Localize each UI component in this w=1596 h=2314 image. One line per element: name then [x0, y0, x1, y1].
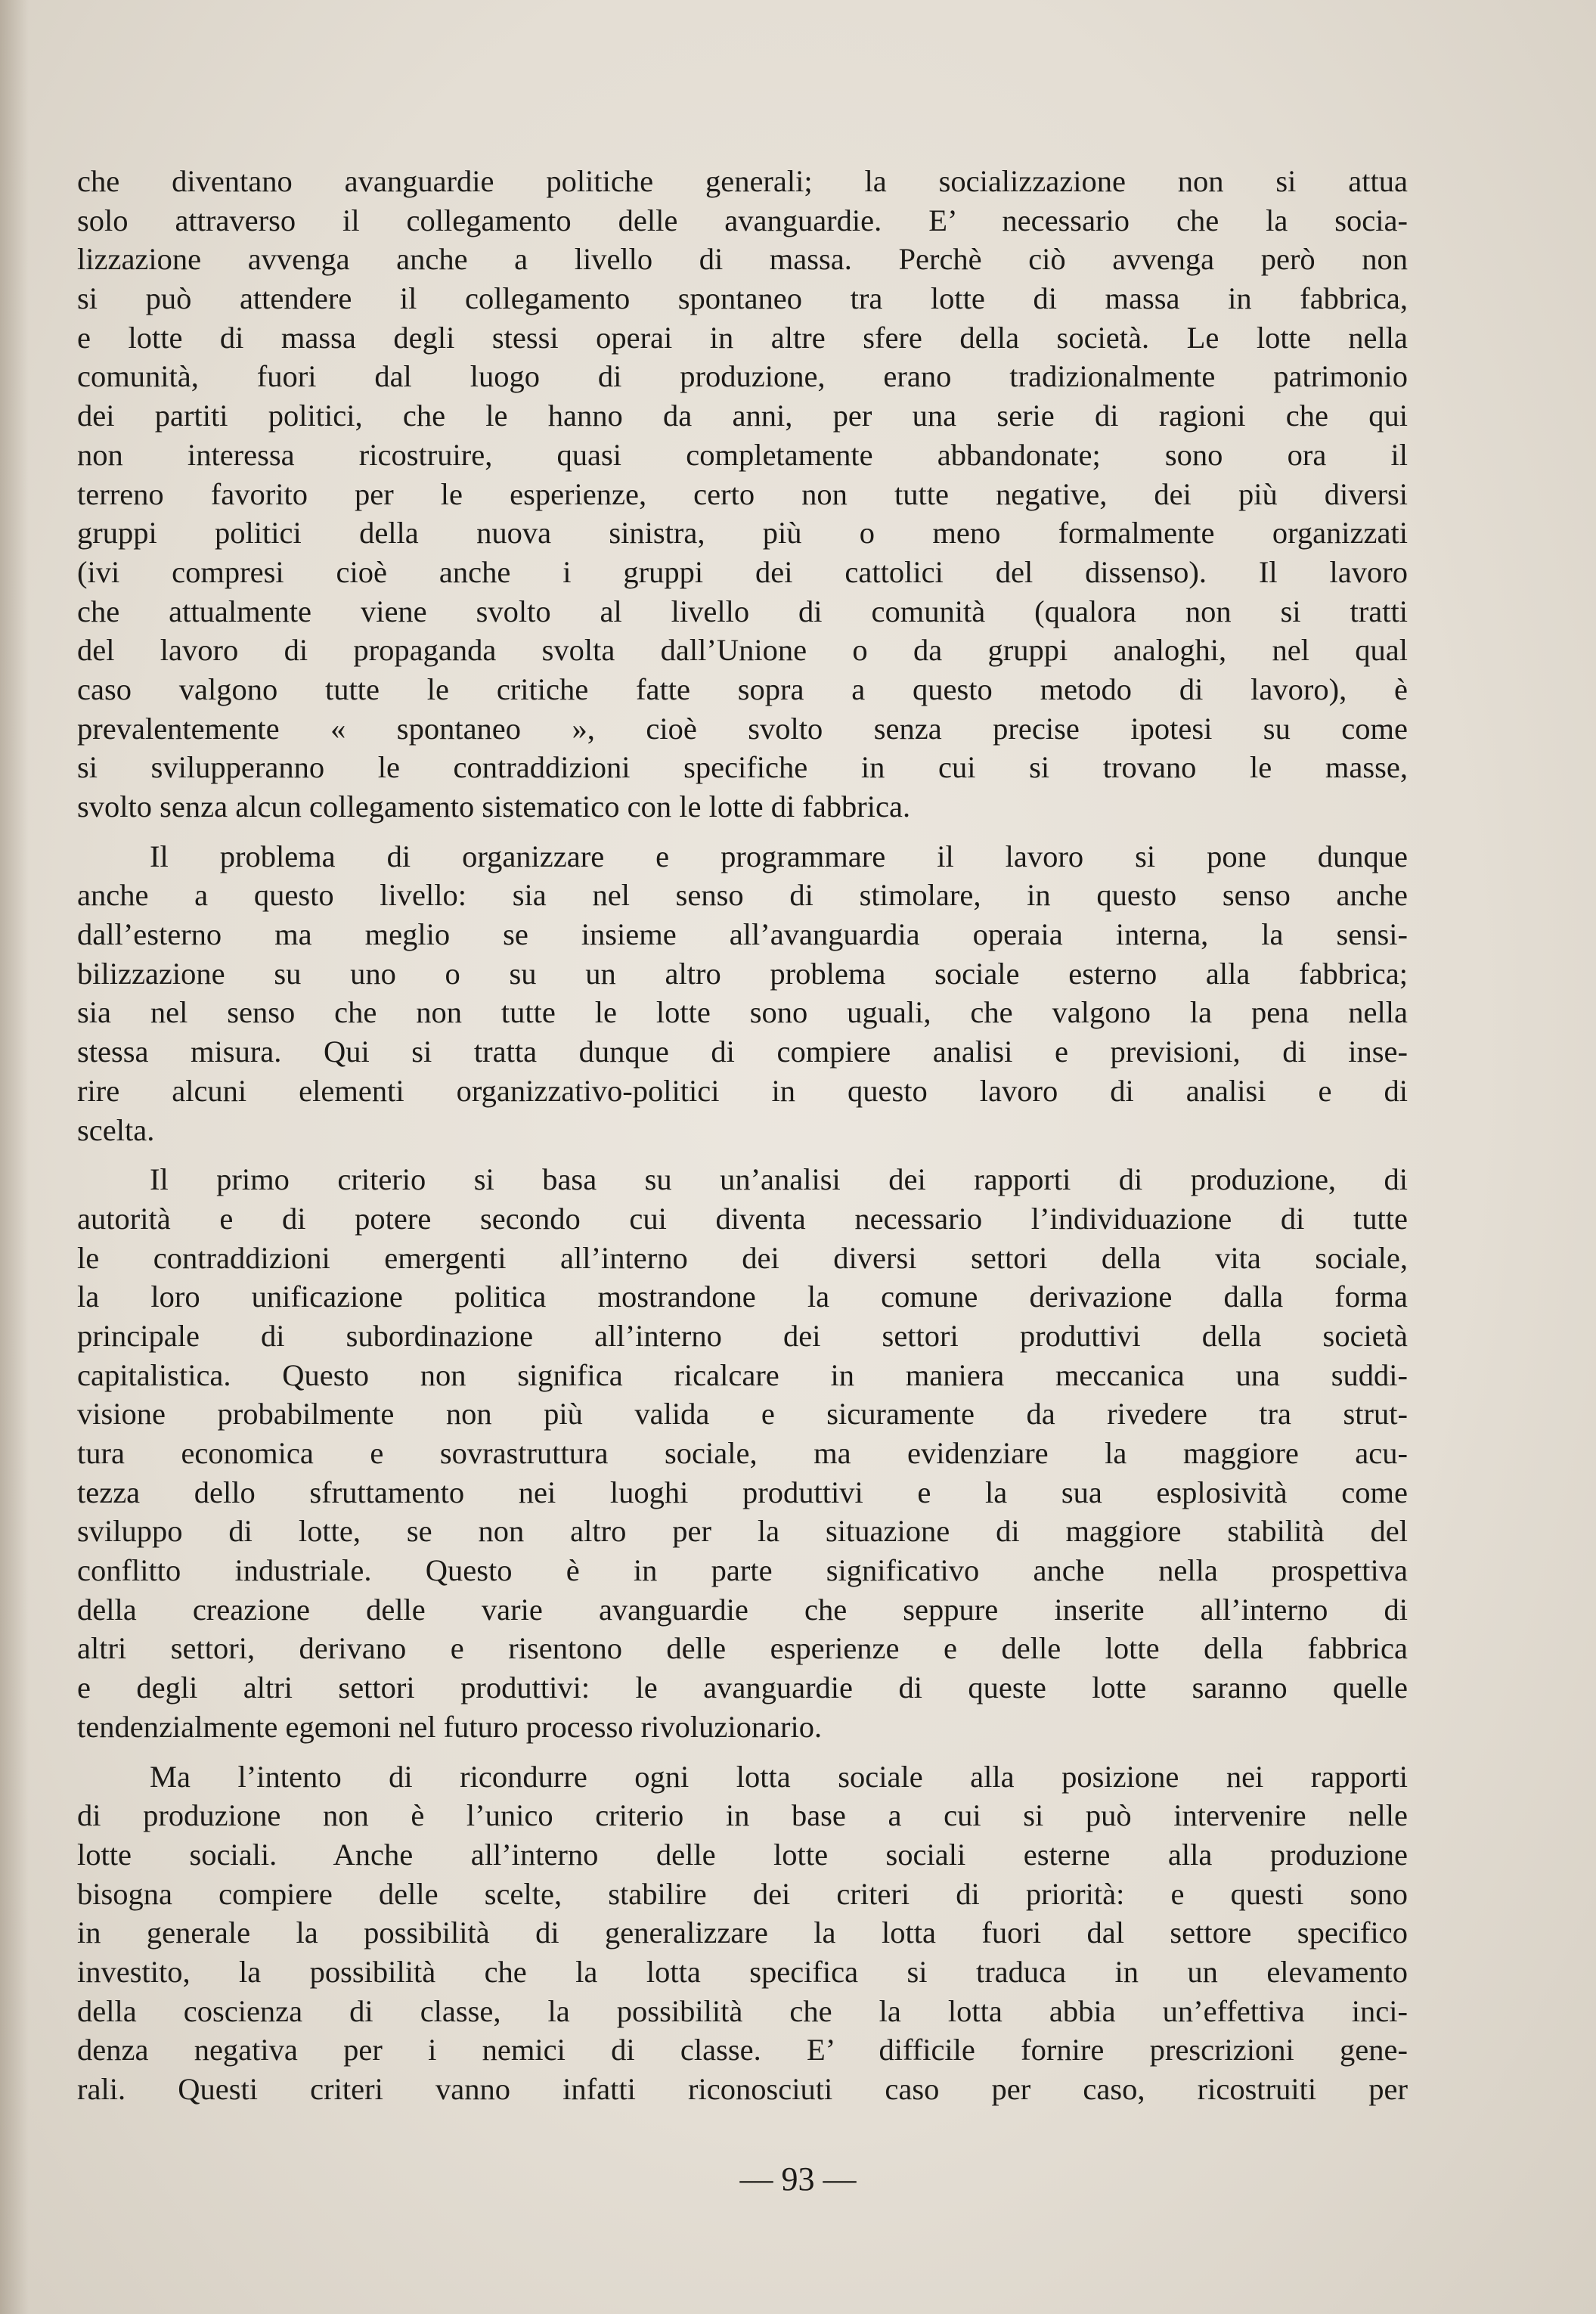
text-line: scelta.: [77, 1112, 155, 1147]
text-line: investito, la possibilità che la lotta specifica si traduca in un elevamento: [77, 1954, 1408, 1989]
text-line: principale di subordinazione all’interno dei settori produttivi della società: [77, 1318, 1408, 1353]
paragraph-4: [77, 1757, 1408, 2109]
text-line: denza negativa per i nemici di classe. E’ difficile fornire prescrizioni gene-: [77, 2033, 1408, 2067]
text-line: della creazione delle varie avanguardie che seppure inserite all’interno di: [77, 1592, 1408, 1627]
text-line: stessa misura. Qui si tratta dunque di compiere analisi e previsioni, di inse-: [77, 1034, 1408, 1069]
text-line: rali. Questi criteri vanno infatti riconosciuti caso per caso, ricostruiti per: [77, 2072, 1408, 2106]
text-line: dall’esterno ma meglio se insieme all’avanguardia operaia interna, la sensi-: [77, 917, 1408, 952]
text-line: si svilupperanno le contraddizioni specifiche in cui si trovano le masse,: [77, 750, 1408, 785]
text-line: tura economica e sovrastruttura sociale, ma evidenziare la maggiore acu-: [77, 1436, 1408, 1470]
text-line: sia nel senso che non tutte le lotte sono uguali, che valgono la pena nella: [77, 995, 1408, 1030]
text-line: di produzione non è l’unico criterio in base a cui si può intervenire nelle: [77, 1798, 1408, 1833]
text-line: altri settori, derivano e risentono delle esperienze e delle lotte della fabbrica: [77, 1631, 1408, 1666]
text-line: visione probabilmente non più valida e sicuramente da rivedere tra strut-: [77, 1397, 1408, 1432]
body-text: [77, 162, 1408, 2120]
text-line: rire alcuni elementi organizzativo-politici in questo lavoro di analisi e di: [77, 1073, 1408, 1108]
text-line: bilizzazione su uno o su un altro problema sociale esterno alla fabbrica;: [77, 956, 1408, 991]
text-line: in generale la possibilità di generalizzare la lotta fuori dal settore specifico: [77, 1915, 1408, 1950]
text-line: autorità e di potere secondo cui diventa necessario l’individuazione di tutte: [77, 1201, 1408, 1236]
text-line: Il primo criterio si basa su un’analisi dei rapporti di produzione, di: [150, 1162, 1408, 1197]
text-line: svolto senza alcun collegamento sistematico con le lotte di fabbrica.: [77, 789, 911, 824]
text-line: che diventano avanguardie politiche generali; la socializzazione non si attua: [77, 164, 1408, 198]
text-line: comunità, fuori dal luogo di produzione, erano tradizionalmente patrimonio: [77, 359, 1408, 394]
text-line: non interessa ricostruire, quasi completamente abbandonate; sono ora il: [77, 437, 1408, 472]
paragraph-1: [77, 162, 1408, 827]
text-line: e lotte di massa degli stessi operai in altre sfere della società. Le lotte nella: [77, 320, 1408, 355]
text-line: (ivi compresi cioè anche i gruppi dei cattolici del dissenso). Il lavoro: [77, 554, 1408, 589]
text-line: le contraddizioni emergenti all’interno dei diversi settori della vita sociale,: [77, 1240, 1408, 1275]
paragraph-2: [77, 837, 1408, 1150]
text-line: tendenzialmente egemoni nel futuro processo rivoluzionario.: [77, 1709, 823, 1744]
text-line: bisogna compiere delle scelte, stabilire dei criteri di priorità: e questi sono: [77, 1876, 1408, 1911]
text-line: terreno favorito per le esperienze, certo non tutte negative, dei più diversi: [77, 476, 1408, 511]
text-line: che attualmente viene svolto al livello di comunità (qualora non si tratti: [77, 594, 1408, 628]
text-line: si può attendere il collegamento spontaneo tra lotte di massa in fabbrica,: [77, 281, 1408, 316]
text-line: tezza dello sfruttamento nei luoghi produttivi e la sua esplosività come: [77, 1475, 1408, 1509]
text-line: Il problema di organizzare e programmare il lavoro si pone dunque: [150, 839, 1408, 873]
text-line: lotte sociali. Anche all’interno delle lotte sociali esterne alla produzione: [77, 1837, 1408, 1872]
page-number: — 93 —: [739, 2160, 857, 2198]
text-line: anche a questo livello: sia nel senso di stimolare, in questo senso anche: [77, 878, 1408, 913]
text-line: Ma l’intento di ricondurre ogni lotta sociale alla posizione nei rapporti: [150, 1759, 1408, 1794]
text-line: prevalentemente « spontaneo », cioè svolto senza precise ipotesi su come: [77, 711, 1408, 746]
text-line: gruppi politici della nuova sinistra, più o meno formalmente organizzati: [77, 516, 1408, 551]
text-line: capitalistica. Questo non significa ricalcare in maniera meccanica una suddi-: [77, 1357, 1408, 1392]
text-line: caso valgono tutte le critiche fatte sopra a questo metodo di lavoro), è: [77, 672, 1408, 706]
text-line: lizzazione avvenga anche a livello di massa. Perchè ciò avvenga però non: [77, 242, 1408, 277]
text-line: e degli altri settori produttivi: le avanguardie di queste lotte saranno quelle: [77, 1670, 1408, 1705]
text-line: la loro unificazione politica mostrandone la comune derivazione dalla forma: [77, 1280, 1408, 1314]
text-line: sviluppo di lotte, se non altro per la situazione di maggiore stabilità del: [77, 1514, 1408, 1549]
text-line: della coscienza di classe, la possibilità che la lotta abbia un’effettiva inci-: [77, 1993, 1408, 2028]
paragraph-3: [77, 1160, 1408, 1746]
text-line: solo attraverso il collegamento delle avanguardie. E’ necessario che la socia-: [77, 203, 1408, 237]
text-line: del lavoro di propaganda svolta dall’Unione o da gruppi analoghi, nel qual: [77, 633, 1408, 668]
text-line: conflitto industriale. Questo è in parte significativo anche nella prospettiva: [77, 1553, 1408, 1588]
text-line: dei partiti politici, che le hanno da anni, per una serie di ragioni che qui: [77, 399, 1408, 433]
